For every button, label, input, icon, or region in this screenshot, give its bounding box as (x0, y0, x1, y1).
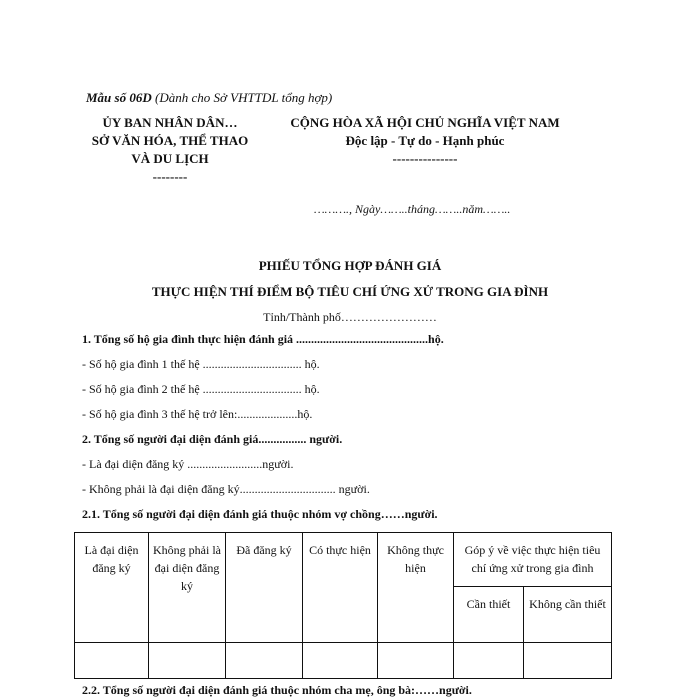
table-row (75, 643, 612, 679)
table-cell[interactable] (149, 643, 226, 679)
header-not-registered-rep: Không phải là đại diện đăng ký (149, 533, 226, 643)
title-line-1: PHIẾU TỔNG HỢP ĐÁNH GIÁ (258, 258, 442, 273)
title-line-2: THỰC HIỆN THÍ ĐIỂM BỘ TIÊU CHÍ ỨNG XỬ TRONG GIA ĐÌNH (151, 284, 549, 299)
form-code-label: Mẫu số 06D (86, 90, 152, 105)
agency-line-3: VÀ DU LỊCH (131, 151, 209, 166)
issuing-agency-block (70, 114, 270, 186)
section-2-item: - Là đại diện đăng ký .........................người. (82, 457, 294, 471)
table-cell[interactable] (524, 643, 612, 679)
section-2-heading: 2. Tổng số người đại diện đánh giá................ người. (82, 432, 343, 446)
section-1-item: - Số hộ gia đình 1 thế hệ ................................. hộ. (82, 357, 320, 371)
header-registered-rep: Là đại diện đăng ký (75, 533, 149, 643)
table-cell[interactable] (378, 643, 454, 679)
subheader-unnecessary: Không cần thiết (524, 587, 612, 643)
table-cell[interactable] (454, 643, 524, 679)
section-2-1-heading: 2.1. Tổng số người đại diện đánh giá thuộc nhóm vợ chồng……người. (82, 507, 438, 521)
form-code-line (86, 89, 332, 107)
province-line: Tỉnh/Thành phố…………………… (263, 310, 437, 324)
motto: Độc lập - Tự do - Hạnh phúc (345, 133, 505, 148)
table-cell[interactable] (226, 643, 303, 679)
header-implemented: Có thực hiện (303, 533, 378, 643)
country-name: CỘNG HÒA XÃ HỘI CHỦ NGHĨA VIỆT NAM (290, 115, 560, 130)
agency-divider: -------- (152, 169, 188, 184)
section-1-heading: 1. Tổng số hộ gia đình thực hiện đánh giá ............................................hộ. (82, 332, 444, 346)
national-motto-block (270, 114, 580, 168)
form-code-note: (Dành cho Sở VHTTDL tổng hợp) (155, 90, 333, 105)
section-2-item: - Không phải là đại diện đăng ký................................ người. (82, 482, 370, 496)
agency-line-2: SỞ VĂN HÓA, THỂ THAO (91, 133, 249, 148)
section-1-item: - Số hộ gia đình 2 thế hệ ................................. hộ. (82, 382, 320, 396)
date-line: ………., Ngày……..tháng……..năm…….. (314, 202, 511, 216)
header-not-implemented: Không thực hiện (378, 533, 454, 643)
table-cell[interactable] (303, 643, 378, 679)
header-registered: Đã đăng ký (226, 533, 303, 643)
table-cell[interactable] (75, 643, 149, 679)
evaluation-table (74, 532, 612, 679)
agency-line-1: ỦY BAN NHÂN DÂN… (102, 115, 238, 130)
section-1-item: - Số hộ gia đình 3 thế hệ trở lên:....................hộ. (82, 407, 313, 421)
subheader-necessary: Cần thiết (454, 587, 524, 643)
motto-divider: --------------- (392, 151, 458, 166)
header-feedback: Góp ý về việc thực hiện tiêu chí ứng xử trong gia đình (454, 533, 612, 587)
section-2-2-heading: 2.2. Tổng số người đại diện đánh giá thuộc nhóm cha mẹ, ông bà:……người. (82, 683, 472, 697)
